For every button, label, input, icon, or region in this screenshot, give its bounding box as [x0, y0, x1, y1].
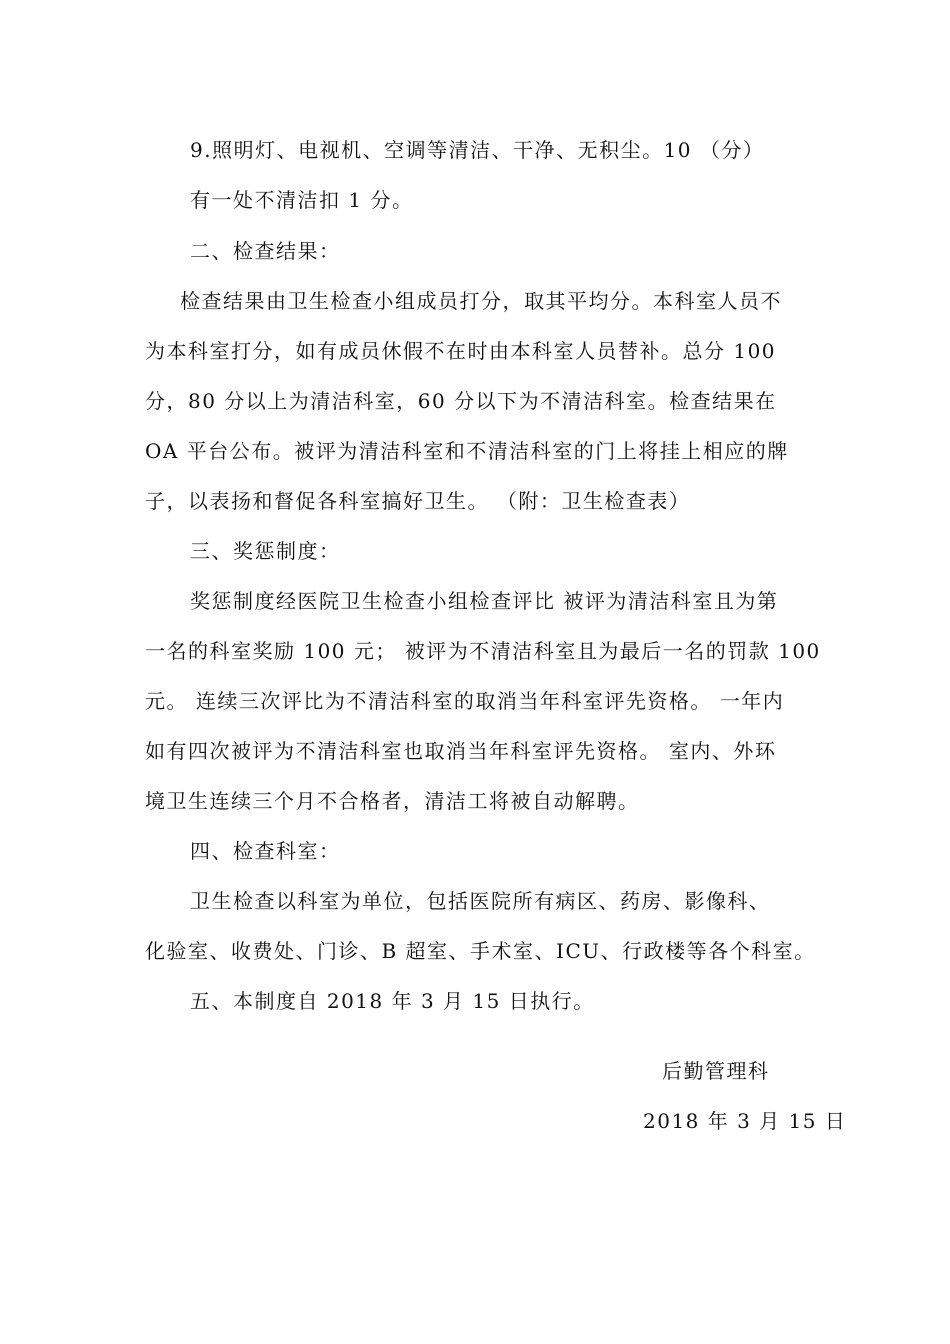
paragraph-line-1: 9.照明灯、电视机、空调等清洁、干净、无积尘。10 （分）: [190, 138, 765, 162]
signature-department: 后勤管理科: [662, 1059, 770, 1083]
paragraph-line-5: 为本科室打分，如有成员休假不在时由本科室人员替补。总分 100: [145, 339, 777, 363]
section-heading-results: 二、检查结果：: [190, 239, 341, 263]
paragraph-line-6: 分，80 分以上为清洁科室，60 分以下为不清洁科室。检查结果在: [145, 389, 777, 413]
paragraph-line-12: 元。 连续三次评比为不清洁科室的取消当年科室评先资格。 一年内: [145, 689, 785, 713]
paragraph-line-13: 如有四次被评为不清洁科室也取消当年科室评先资格。 室内、外环: [145, 739, 777, 763]
paragraph-line-8: 子，以表扬和督促各科室搞好卫生。 （附：卫生检查表）: [145, 489, 691, 513]
paragraph-line-17: 化验室、收费处、门诊、B 超室、手术室、ICU、行政楼等各个科室。: [145, 939, 816, 963]
paragraph-line-10: 奖惩制度经医院卫生检查小组检查评比 被评为清洁科室且为第: [190, 589, 779, 613]
section-heading-departments: 四、检查科室：: [190, 839, 341, 863]
section-heading-rewards: 三、奖惩制度：: [190, 539, 341, 563]
paragraph-line-14: 境卫生连续三个月不合格者，清洁工将被自动解聘。: [145, 789, 640, 813]
section-heading-effective: 五、本制度自 2018 年 3 月 15 日执行。: [190, 989, 595, 1013]
paragraph-line-2: 有一处不清洁扣 1 分。: [190, 188, 414, 212]
signature-date: 2018 年 3 月 15 日: [643, 1109, 847, 1133]
paragraph-line-11: 一名的科室奖励 100 元； 被评为不清洁科室且为最后一名的罚款 100: [145, 639, 821, 663]
paragraph-line-7: OA 平台公布。被评为清洁科室和不清洁科室的门上将挂上相应的牌: [145, 439, 789, 463]
paragraph-line-4: 检查结果由卫生检查小组成员打分，取其平均分。本科室人员不: [180, 289, 782, 313]
paragraph-line-16: 卫生检查以科室为单位，包括医院所有病区、药房、影像科、: [190, 889, 771, 913]
